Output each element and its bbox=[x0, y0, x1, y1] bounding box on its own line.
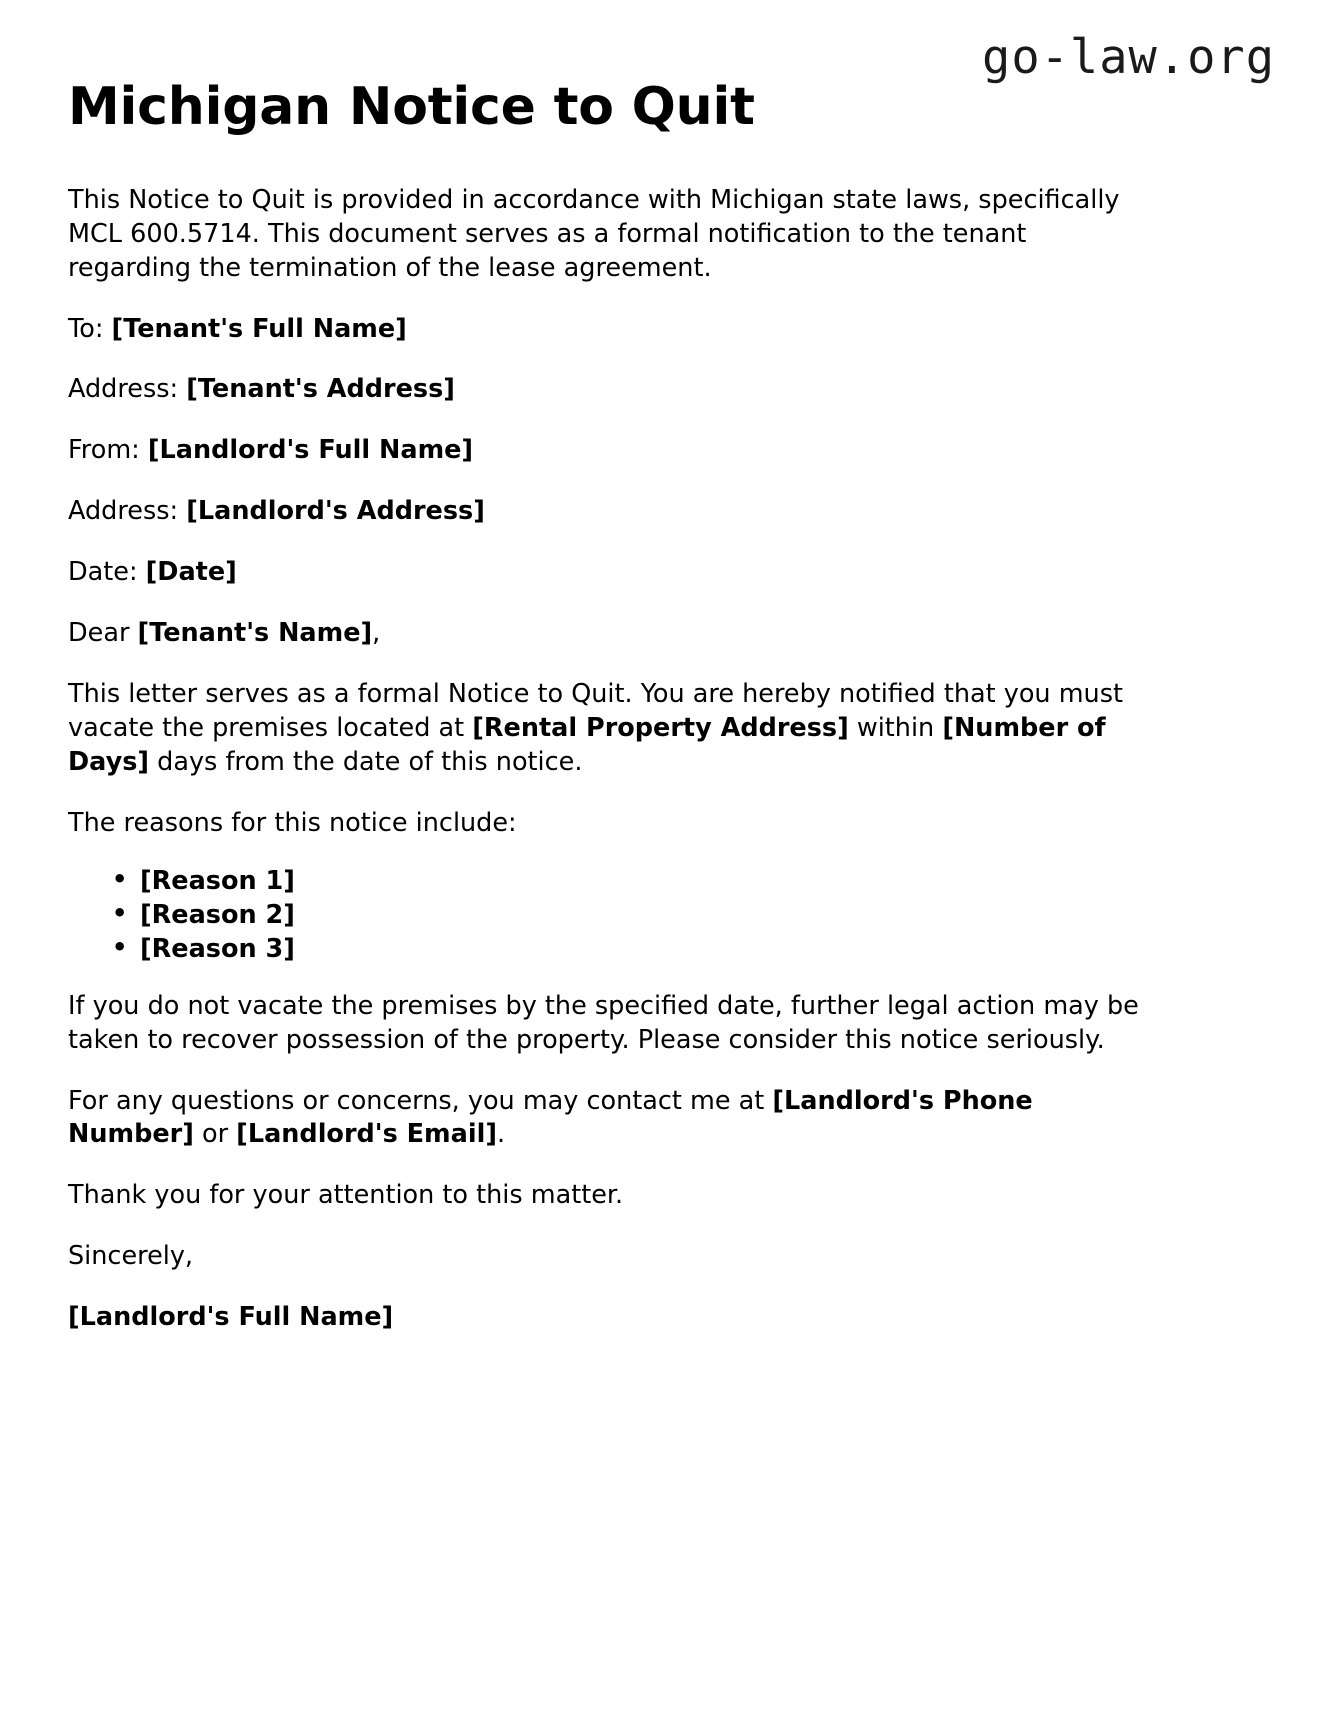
list-item: • [Reason 3] bbox=[140, 935, 1146, 963]
contact-text-part2: . bbox=[496, 1119, 506, 1150]
field-date bbox=[68, 556, 1146, 590]
site-brand-watermark: go-law.org bbox=[982, 30, 1275, 85]
notice-text-part2: within bbox=[856, 712, 935, 743]
salutation-name: [Tenant's Name] bbox=[137, 618, 373, 649]
notice-text-part1: This letter serves as a formal Notice to Quit. You are hereby notified that you must vacate the premises located at bbox=[68, 678, 1123, 743]
field-from-label: From: bbox=[68, 435, 140, 466]
contact-paragraph bbox=[68, 1085, 1146, 1153]
legal-action-paragraph: If you do not vacate the premises by the specified date, further legal action may be taken to recover possession of the property. Please consider this notice seriously. bbox=[68, 990, 1139, 1055]
closing-sincerely: Sincerely, bbox=[68, 1241, 194, 1272]
notice-property-placeholder: [Rental Property Address] bbox=[472, 712, 849, 743]
list-item: • [Reason 1] bbox=[140, 867, 1146, 895]
intro-paragraph: This Notice to Quit is provided in accordance with Michigan state laws, specifically MCL 600.5714. This document serves as a formal notification to the tenant regarding the termination of the lease agreement. bbox=[68, 184, 1120, 283]
notice-days-placeholder: [Number of Days] bbox=[68, 712, 1106, 777]
field-date-value: [Date] bbox=[145, 557, 237, 588]
field-date-label: Date: bbox=[68, 557, 138, 588]
thank-you-paragraph: Thank you for your attention to this matter. bbox=[68, 1180, 624, 1211]
field-tenant-address bbox=[68, 373, 1146, 407]
notice-text-part3: days from the date of this notice. bbox=[157, 746, 583, 777]
page-title: Michigan Notice to Quit bbox=[68, 77, 755, 137]
reasons-list bbox=[68, 867, 1146, 963]
field-to bbox=[68, 313, 1146, 347]
reasons-lead-in: The reasons for this notice include: bbox=[68, 807, 517, 838]
contact-phone-placeholder: [Landlord's Phone Number] bbox=[68, 1085, 1033, 1150]
salutation bbox=[68, 617, 1146, 651]
field-landlord-address-label: Address: bbox=[68, 496, 179, 527]
field-tenant-address-value: [Tenant's Address] bbox=[186, 374, 455, 405]
list-item: • [Reason 2] bbox=[140, 901, 1146, 929]
field-to-value: [Tenant's Full Name] bbox=[111, 313, 407, 344]
field-tenant-address-label: Address: bbox=[68, 374, 179, 405]
document-content bbox=[68, 78, 1146, 1335]
field-to-label: To: bbox=[68, 313, 104, 344]
notice-body-paragraph bbox=[68, 678, 1146, 780]
field-landlord-address bbox=[68, 495, 1146, 529]
signature-name: [Landlord's Full Name] bbox=[68, 1302, 394, 1333]
contact-email-placeholder: [Landlord's Email] bbox=[236, 1119, 497, 1150]
salutation-greeting: Dear bbox=[68, 618, 130, 649]
contact-conjunction: or bbox=[201, 1119, 229, 1150]
field-from-value: [Landlord's Full Name] bbox=[147, 435, 474, 466]
field-from bbox=[68, 434, 1146, 468]
contact-text-part1: For any questions or concerns, you may contact me at bbox=[68, 1085, 765, 1116]
field-landlord-address-value: [Landlord's Address] bbox=[186, 496, 485, 527]
salutation-punctuation: , bbox=[372, 618, 381, 649]
